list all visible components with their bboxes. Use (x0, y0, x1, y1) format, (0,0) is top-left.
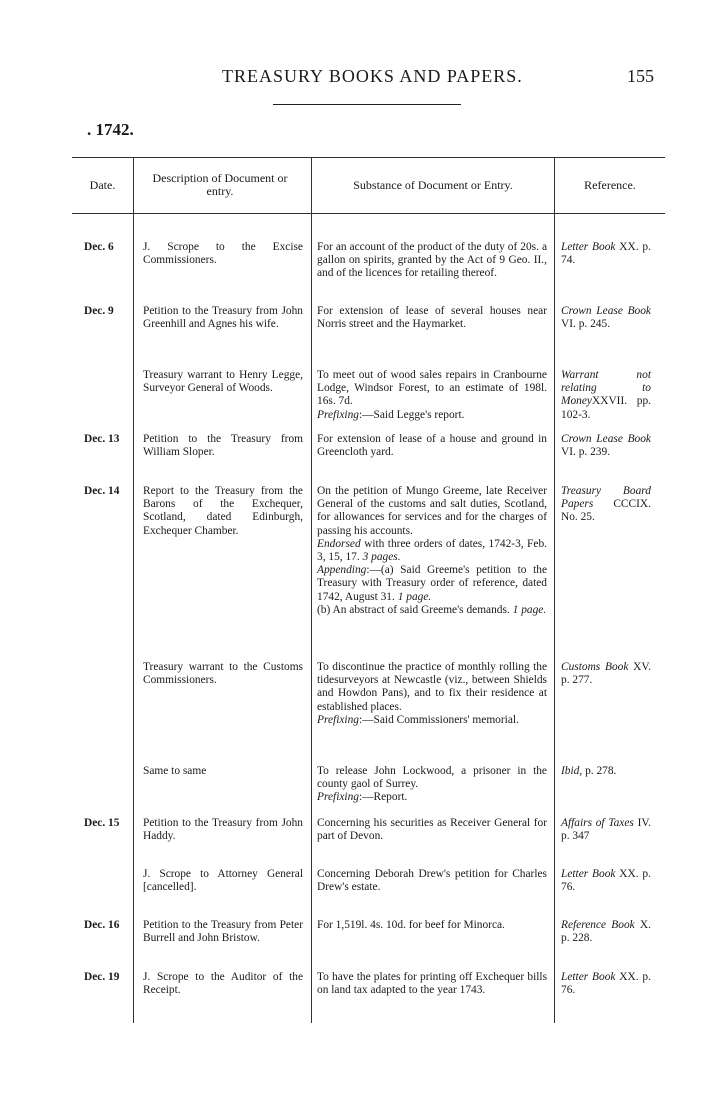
entry-substance (317, 485, 547, 617)
endorsed-label: Endorsed (317, 537, 361, 550)
reference-number: p. 278. (585, 765, 617, 777)
appending-text: :—(a) Said Greeme's petition to the Treasury with Treasury order of reference, dated 1742, August 31. (317, 564, 547, 603)
reference-book: Crown Lease Book (561, 433, 651, 445)
reference-book: Letter Book (561, 241, 616, 253)
reference-book: Affairs of Taxes (561, 817, 634, 829)
reference-number: XX. p. 74. (561, 241, 651, 267)
reference-number: IV. p. 347 (561, 817, 651, 843)
prefixing-text: :—Said Commissioners' memorial. (358, 713, 519, 726)
reference-book: Ibid, (561, 765, 583, 777)
entry-description: J. Scrope to Attorney General [cancelled]. (143, 868, 303, 894)
reference-book: Letter Book (561, 971, 616, 983)
entry-date: Dec. 15 (84, 817, 120, 829)
entry-date: Dec. 16 (84, 919, 120, 931)
entry-description: J. Scrope to the Excise Commissioners. (143, 241, 303, 267)
prefixing-text: :—Said Legge's report. (358, 408, 465, 421)
substance-text: On the petition of Mungo Greeme, late Receiver General of the customs and salt duties, Scotland, for allowances for services and for the charges of passing his accounts. (317, 485, 547, 537)
year-heading: . 1742. (87, 120, 134, 139)
header-rule (273, 104, 461, 105)
appending-label: Appending (317, 564, 367, 577)
entry-reference (561, 817, 651, 843)
entry-substance (317, 765, 547, 805)
entry-substance: For extension of lease of several houses near Norris street and the Haymarket. (317, 305, 547, 331)
reference-book: Reference Book (561, 919, 635, 931)
endorsed-text: with three orders of dates, 1742-3, Feb. 3, 15, 17. (317, 537, 547, 564)
entry-substance: To have the plates for printing off Exchequer bills on land tax adapted to the year 1743. (317, 971, 547, 997)
column-header-substance: Substance of Document or Entry. (353, 177, 513, 192)
substance-text: To release John Lockwood, a prisoner in the county gaol of Surrey. (317, 765, 547, 791)
reference-book: Crown Lease Book (561, 305, 651, 317)
reference-number: CCCIX. No. 25. (561, 498, 651, 524)
entry-reference (561, 868, 651, 894)
substance-text: To meet out of wood sales repairs in Cranbourne Lodge, Windsor Forest, to an estimate of 198l. 16s. 7d. (317, 369, 547, 408)
reference-number: VI. p. 239. (561, 446, 611, 459)
running-head (0, 66, 722, 90)
column-header-reference: Reference. (584, 177, 636, 192)
table-header-rule (72, 213, 665, 214)
entry-date: Dec. 9 (84, 305, 114, 317)
reference-book: Treasury Board Papers (561, 485, 651, 511)
page-number: 155 (627, 66, 654, 86)
entry-substance: For an account of the product of the duty of 20s. a gallon on spirits, granted by the Act of 9 Geo. II., and of the licences for retailing thereof. (317, 241, 547, 280)
entry-substance (317, 369, 547, 422)
entry-reference (561, 919, 651, 945)
prefixing-label: Prefixing (317, 791, 359, 804)
reference-number: XXVII. pp. 102-3. (561, 395, 651, 421)
running-title: TREASURY BOOKS AND PAPERS. (222, 66, 523, 86)
entry-description: Treasury warrant to Henry Legge, Surveyor General of Woods. (143, 369, 303, 395)
entry-reference (561, 433, 651, 459)
entry-description: Report to the Treasury from the Barons of the Exchequer, Scotland, dated Edinburgh, Exchequer Chamber. (143, 485, 303, 537)
column-header-date: Date. (89, 177, 116, 192)
calendar-table (72, 157, 665, 1023)
entry-substance: Concerning Deborah Drew's petition for Charles Drew's estate. (317, 868, 547, 894)
entry-description: Petition to the Treasury from Peter Burrell and John Bristow. (143, 919, 303, 945)
column-divider (133, 157, 134, 1023)
entry-substance (317, 661, 547, 727)
entry-description: Treasury warrant to the Customs Commissioners. (143, 661, 303, 687)
entry-description: Petition to the Treasury from William Sloper. (143, 433, 303, 459)
reference-book: Customs Book (561, 661, 629, 673)
column-header-description: Description of Document or entry. (152, 171, 288, 198)
reference-number: XX. p. 76. (561, 868, 651, 894)
entry-reference (561, 241, 651, 267)
entry-description: J. Scrope to the Auditor of the Receipt. (143, 971, 303, 997)
reference-number: XV. p. 277. (561, 661, 651, 687)
entry-description: Same to same (143, 765, 207, 777)
entry-reference (561, 971, 651, 997)
entry-reference (561, 369, 651, 422)
prefixing-text: :—Report. (358, 791, 408, 804)
entry-substance: Concerning his securities as Receiver General for part of Devon. (317, 817, 547, 843)
abstract-pages: 1 page. (512, 603, 547, 616)
reference-book: Letter Book (561, 868, 616, 880)
entry-date: Dec. 6 (84, 241, 114, 253)
entry-reference (561, 661, 651, 687)
entry-substance: For 1,519l. 4s. 10d. for beef for Minorca. (317, 919, 505, 931)
entry-description: Petition to the Treasury from John Haddy. (143, 817, 303, 843)
entry-date: Dec. 19 (84, 971, 120, 983)
abstract-text: (b) An abstract of said Greeme's demands. (317, 603, 510, 616)
substance-text: To discontinue the practice of monthly rolling the tidesurveyors at Newcastle (viz., between Shields and Howdon Pans), and to fix their residence at established places. (317, 661, 547, 713)
entry-date: Dec. 14 (84, 485, 120, 497)
reference-book: Warrant not relating to Money (561, 369, 651, 408)
reference-number: VI. p. 245. (561, 318, 611, 331)
entry-date: Dec. 13 (84, 433, 120, 445)
prefixing-label: Prefixing (317, 408, 359, 421)
reference-number: XX. p. 76. (561, 971, 651, 997)
entry-reference (561, 305, 651, 331)
entry-substance: For extension of lease of a house and ground in Greencloth yard. (317, 433, 547, 459)
entry-description: Petition to the Treasury from John Greenhill and Agnes his wife. (143, 305, 303, 331)
entry-reference (561, 485, 651, 525)
endorsed-pages: 3 pages. (362, 551, 401, 564)
appending-pages: 1 page. (397, 590, 432, 603)
reference-number: X. p. 228. (561, 919, 651, 945)
column-divider (554, 157, 555, 1023)
entry-reference (561, 765, 651, 778)
column-divider (311, 157, 312, 1023)
prefixing-label: Prefixing (317, 713, 359, 726)
